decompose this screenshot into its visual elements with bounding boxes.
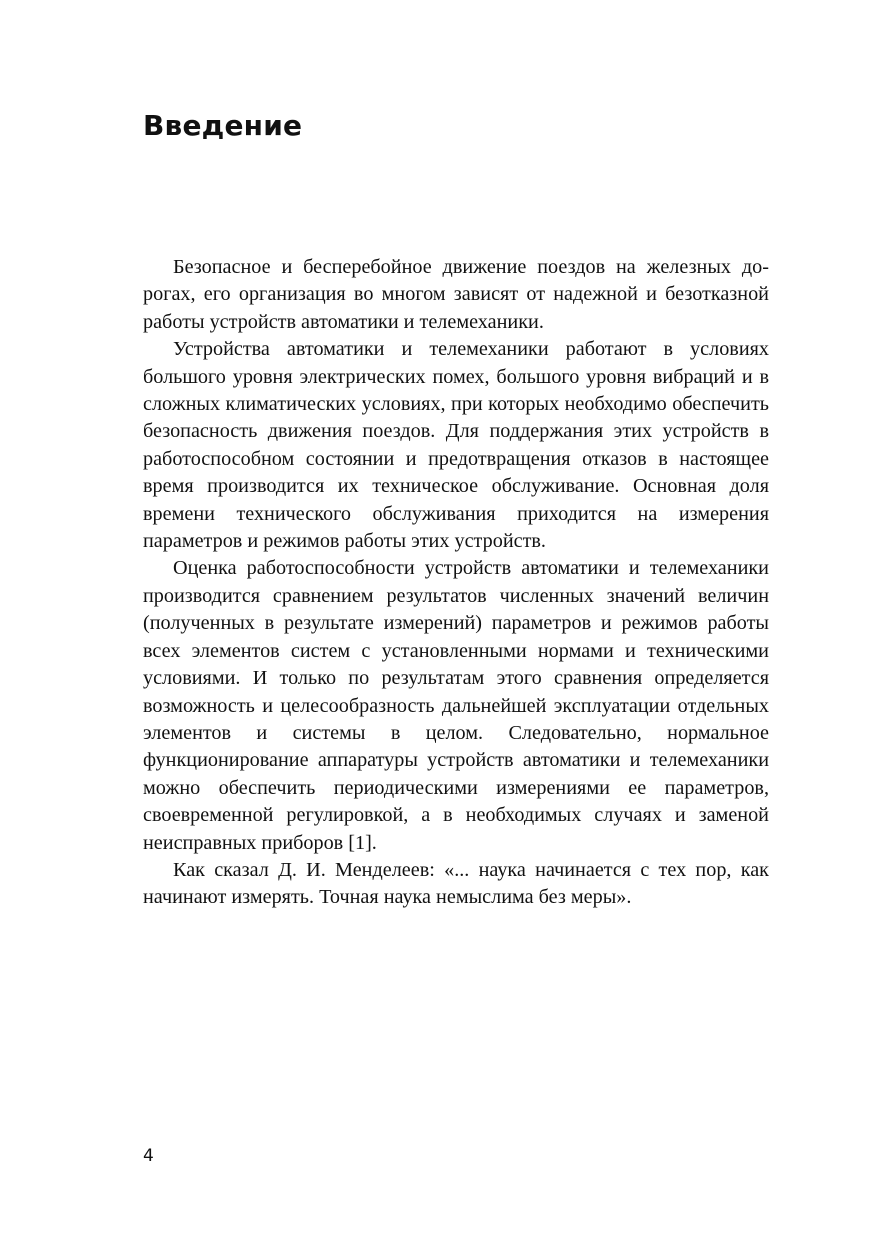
paragraph: Оценка работоспособности устройств автоматики и телемеханики производится сравнением результатов численных значений величин (полученных в результате измерений) параметров и режимов работы всех элементов систем с установленными нормами и техническими условиями. И только по результатам этого сравнения определяется возможность и целесообразность дальнейшей эксплуатации отдельных элементов и системы в целом. Следовательно, нормальное функционирование аппаратуры устройств автоматики и телемеханики можно обеспечить периодическими измерениями ее параметров, своевременной регулировкой, а в необходимых случаях и заменой неисправных приборов [1]. bbox=[143, 557, 769, 854]
page-number: 4 bbox=[143, 1146, 154, 1166]
chapter-title: Введение bbox=[143, 109, 303, 142]
paragraph: Устройства автоматики и телемеханики работают в условиях большого уровня электрических помех, большого уровня вибраций и в сложных климатических условиях, при которых необходимо обеспечить безопасность движения поездов. Для поддержания этих устройств в работоспособном состоянии и предотвращения отказов в настоящее время производится их техническое обслуживание. Основная доля времени технического обслуживания приходится на измерения параметров и режимов работы этих устройств. bbox=[143, 338, 769, 553]
paragraph: Как сказал Д. И. Менделеев: «... наука начинается с тех пор, как начинают измерять. Точная наука немыслима без меры». bbox=[143, 858, 769, 909]
body-text bbox=[143, 254, 769, 912]
paragraph: Безопасное и бесперебойное движение поездов на железных дорогах, его организация во многом зависят от надежной и безотказной работы устройств автоматики и телемеханики. bbox=[143, 256, 769, 333]
